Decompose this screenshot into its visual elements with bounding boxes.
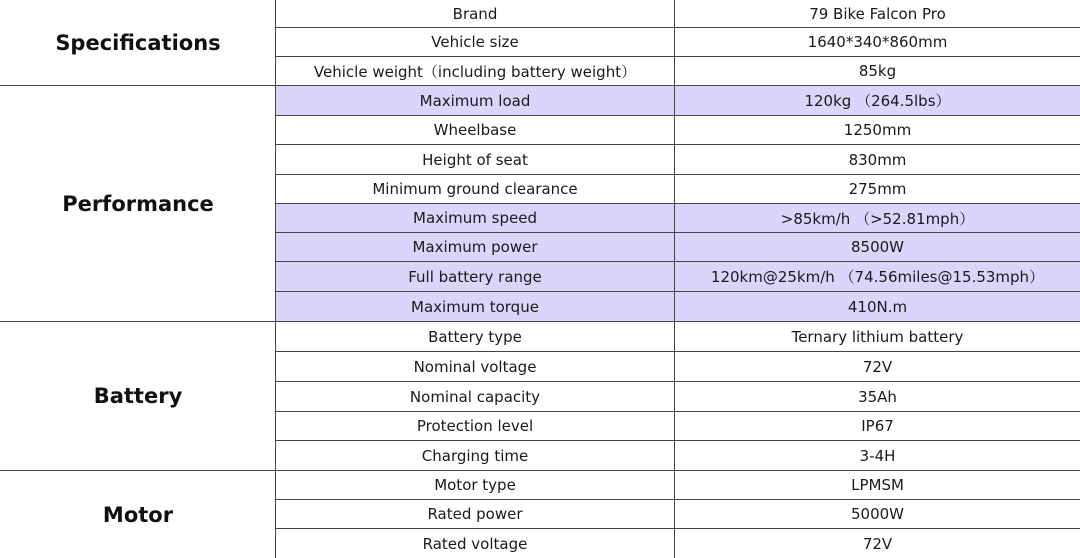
spec-name: Rated voltage bbox=[276, 529, 675, 558]
table-row bbox=[276, 204, 1080, 233]
table-row bbox=[276, 145, 1080, 175]
spec-name: Battery type bbox=[276, 322, 675, 351]
category-label: Battery bbox=[93, 384, 183, 408]
table-row bbox=[276, 322, 1080, 352]
spec-value: 3-4H bbox=[859, 446, 896, 465]
spec-value: LPMSM bbox=[851, 476, 904, 494]
spec-value: IP67 bbox=[861, 417, 894, 435]
table-row bbox=[276, 233, 1080, 262]
spec-value: 1640*340*860mm bbox=[807, 33, 948, 51]
category-label: Specifications bbox=[55, 30, 221, 55]
spec-name: Maximum load bbox=[276, 86, 675, 115]
spec-name: Charging time bbox=[276, 441, 675, 470]
table-row bbox=[276, 28, 1080, 57]
category-label: Performance bbox=[62, 191, 214, 216]
spec-value: >85km/h （>52.81mph） bbox=[780, 209, 975, 228]
spec-value: 8500W bbox=[850, 238, 904, 256]
spec-value: 72V bbox=[862, 534, 893, 553]
category-battery bbox=[0, 322, 276, 471]
spec-value: 1250mm bbox=[843, 121, 912, 139]
spec-name: Wheelbase bbox=[276, 116, 675, 144]
table-row bbox=[276, 471, 1080, 500]
table-row bbox=[276, 57, 1080, 86]
table-row bbox=[276, 86, 1080, 116]
spec-value: 72V bbox=[862, 357, 893, 376]
category-motor bbox=[0, 471, 276, 558]
category-performance bbox=[0, 86, 276, 322]
spec-value: 120km@25km/h （74.56miles@15.53mph） bbox=[710, 268, 1045, 286]
spec-value: Ternary lithium battery bbox=[791, 327, 964, 346]
spec-name: Maximum speed bbox=[276, 204, 675, 232]
spec-name: Maximum torque bbox=[276, 292, 675, 321]
table-row bbox=[276, 0, 1080, 28]
spec-name: Brand bbox=[276, 0, 675, 27]
spec-value: 410N.m bbox=[847, 297, 908, 316]
spec-name: Motor type bbox=[276, 471, 675, 499]
spec-value: 275mm bbox=[848, 180, 907, 198]
spec-name: Minimum ground clearance bbox=[276, 175, 675, 203]
spec-name: Nominal voltage bbox=[276, 352, 675, 381]
spec-name: Vehicle size bbox=[276, 28, 675, 56]
spec-value: 79 Bike Falcon Pro bbox=[809, 4, 946, 23]
spec-name: Protection level bbox=[276, 412, 675, 440]
spec-name: Vehicle weight（including battery weight） bbox=[276, 57, 675, 85]
spec-value: 5000W bbox=[850, 505, 904, 523]
table-row bbox=[276, 292, 1080, 322]
spec-value: 830mm bbox=[848, 150, 907, 169]
spec-value: 35Ah bbox=[858, 387, 897, 406]
table-row bbox=[276, 116, 1080, 145]
table-row bbox=[276, 441, 1080, 471]
spec-value: 120kg （264.5lbs） bbox=[804, 92, 951, 110]
table-row bbox=[276, 412, 1080, 441]
spec-name: Nominal capacity bbox=[276, 382, 675, 411]
category-label: Motor bbox=[102, 502, 174, 527]
table-row bbox=[276, 262, 1080, 292]
spec-name: Rated power bbox=[276, 500, 675, 528]
spec-name: Height of seat bbox=[276, 145, 675, 174]
category-specifications bbox=[0, 0, 276, 86]
table-row bbox=[276, 175, 1080, 204]
spec-name: Maximum power bbox=[276, 233, 675, 261]
table-row bbox=[276, 382, 1080, 412]
table-row bbox=[276, 500, 1080, 529]
table-row bbox=[276, 352, 1080, 382]
spec-name: Full battery range bbox=[276, 262, 675, 291]
spec-value: 85kg bbox=[858, 62, 897, 80]
table-row bbox=[276, 529, 1080, 558]
